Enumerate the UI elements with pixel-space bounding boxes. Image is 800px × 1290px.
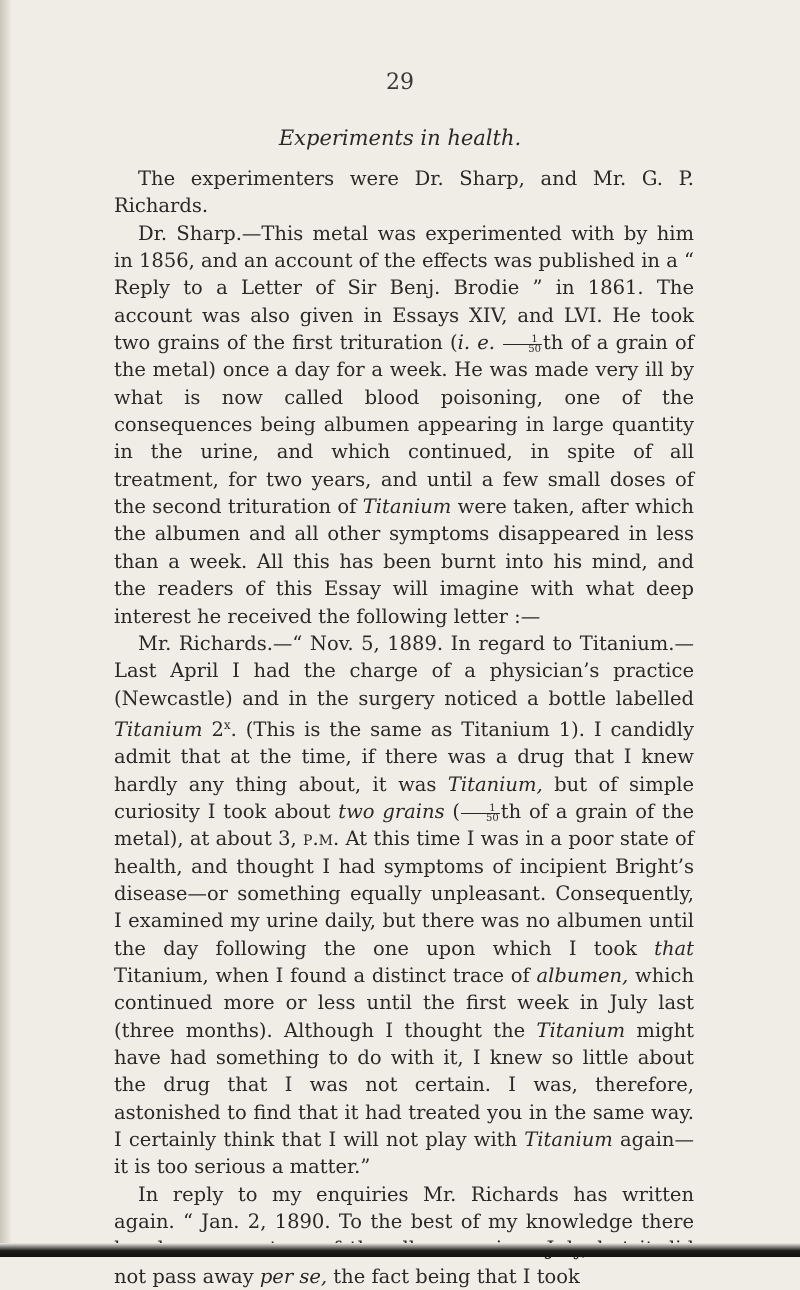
fraction-one-fiftieth: $\frac{1}{50}$ (461, 804, 500, 823)
paragraph-mr-richards-letter: Mr. Richards.—“ Nov. 5, 1889. In regard to Titanium.—Last April I had the charge of a physician’s practice (Newcastle) and in the surgery noticed a bottle labelled Titanium 2$^x$. (This is the same as Titanium 1). I candidly admit that at the time, if there was a drug that I knew hardly any thing about, it was Titanium, but of simple curiosity I took about two grains ( $\frac{1}{50}$ th of a grain of the metal), at about 3, p.m. At this time I was in a poor state of health, and thought I had symptoms of incipient Bright’s disease—or something equally unpleasant. Consequently, I examined my urine daily, but there was no albumen until the day following the one upon which I took that Titanium, when I found a distinct trace of albumen, which continued more or less until the first week in July last (three months). Although I thought the Titanium might have had something to do with it, I knew so little about the drug that I was not certain. I was, therefore, astonished to find that it had treated you in the same way. I certainly think that I will not play with Titanium again—it is too serious a matter.” (114, 631, 695, 1179)
page-number: 29 (386, 70, 414, 95)
paragraph-dr-sharp: Dr. Sharp.—This metal was experimented with by him in 1856, and an account of the effects was published in a “ Reply to a Letter of Sir Benj. Brodie ” in 1861. The account was also given in Essays XIV, and LVI. He took two grains of the first trituration (i. e. $\frac{1}{50}$ th of a grain of the metal) once a day for a week. He was made very ill by what is now called blood poisoning, one of the consequences being albumen appearing in large quantity in the urine, and which continued, in spite of all treatment, for two years, and until a few small doses of the second trituration of Titanium were taken, after which the albumen and all other symptoms disappeared in less than a week. All this has been burnt into his mind, and the readers of this Essay will imagine with what deep interest he received the following letter :— (114, 221, 694, 628)
fraction-one-fiftieth: $\frac{1}{50}$ (503, 335, 542, 354)
paragraph-experimenters: The experimenters were Dr. Sharp, and Mr. G. P. Richards. (114, 167, 694, 218)
page-bottom-edge (0, 1243, 800, 1257)
paragraph-reply: In reply to my enquiries Mr. Richards has written again. “ Jan. 2, 1890. To the best of my knowledge there not pass away per se, the fact being that I took (114, 1182, 694, 1288)
body-text (114, 165, 694, 1290)
book-spine-shadow (0, 0, 12, 1257)
running-title: Experiments in health. (278, 126, 522, 150)
